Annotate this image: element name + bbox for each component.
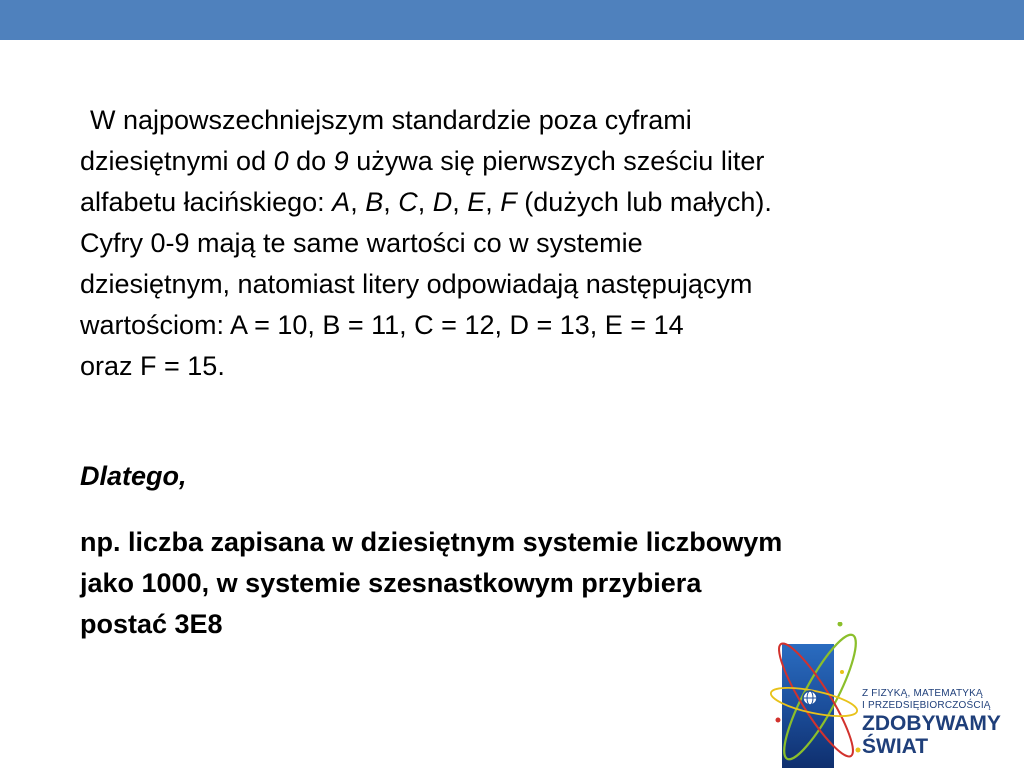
logo-dot (856, 748, 861, 753)
letter: C (398, 187, 418, 217)
text-line: Cyfry 0-9 mają te same wartości co w systemie (80, 228, 643, 258)
logo-title: ZDOBYWAMY (862, 712, 1001, 735)
separator: , (452, 187, 468, 217)
logo-dot (840, 670, 844, 674)
text-run: alfabetu łacińskiego: (80, 187, 333, 217)
logo-tagline: Z FIZYKĄ, MATEMATYKĄ (862, 688, 983, 699)
separator: , (383, 187, 399, 217)
section-heading: Dlatego, (80, 461, 187, 491)
logo-tagline: I PRZEDSIĘBIORCZOŚCIĄ (862, 700, 991, 711)
letter: B (365, 187, 384, 217)
text-run: używa się pierwszych sześciu liter (348, 146, 765, 176)
text-line: W najpowszechniejszym standardzie poza cyframi (90, 105, 692, 135)
letter: A (332, 187, 351, 217)
header-bar (0, 0, 1024, 40)
text-line: postać 3E8 (80, 609, 223, 639)
logo-text (862, 688, 1001, 758)
separator: , (485, 187, 501, 217)
text-line: dziesiętnym, natomiast litery odpowiadają następującym (80, 269, 753, 299)
separator: , (350, 187, 366, 217)
separator: , (417, 187, 433, 217)
text-run: 9 (333, 146, 349, 176)
text-run: (dużych lub małych). (516, 187, 772, 217)
paragraph-example (80, 522, 782, 645)
text-line (80, 141, 980, 182)
logo-dot (776, 718, 781, 723)
text-line: wartościom: A = 10, B = 11, C = 12, D = 13, E = 14 (80, 310, 684, 340)
text-run: do (288, 146, 334, 176)
letter: E (467, 187, 486, 217)
text-line: jako 1000, w systemie szesnastkowym przybiera (80, 568, 702, 598)
logo-title: ŚWIAT (862, 735, 929, 758)
slide-content (80, 100, 980, 639)
text-line: np. liczba zapisana w dziesiętnym systemie liczbowym (80, 527, 783, 557)
letter: F (500, 187, 517, 217)
text-run: dziesiętnymi od (80, 146, 274, 176)
text-line (80, 182, 980, 223)
logo-dot (838, 622, 843, 627)
text-run: 0 (273, 146, 289, 176)
text-line: oraz F = 15. (80, 351, 225, 381)
paragraph-hex-description (80, 100, 980, 387)
letter: D (432, 187, 453, 217)
